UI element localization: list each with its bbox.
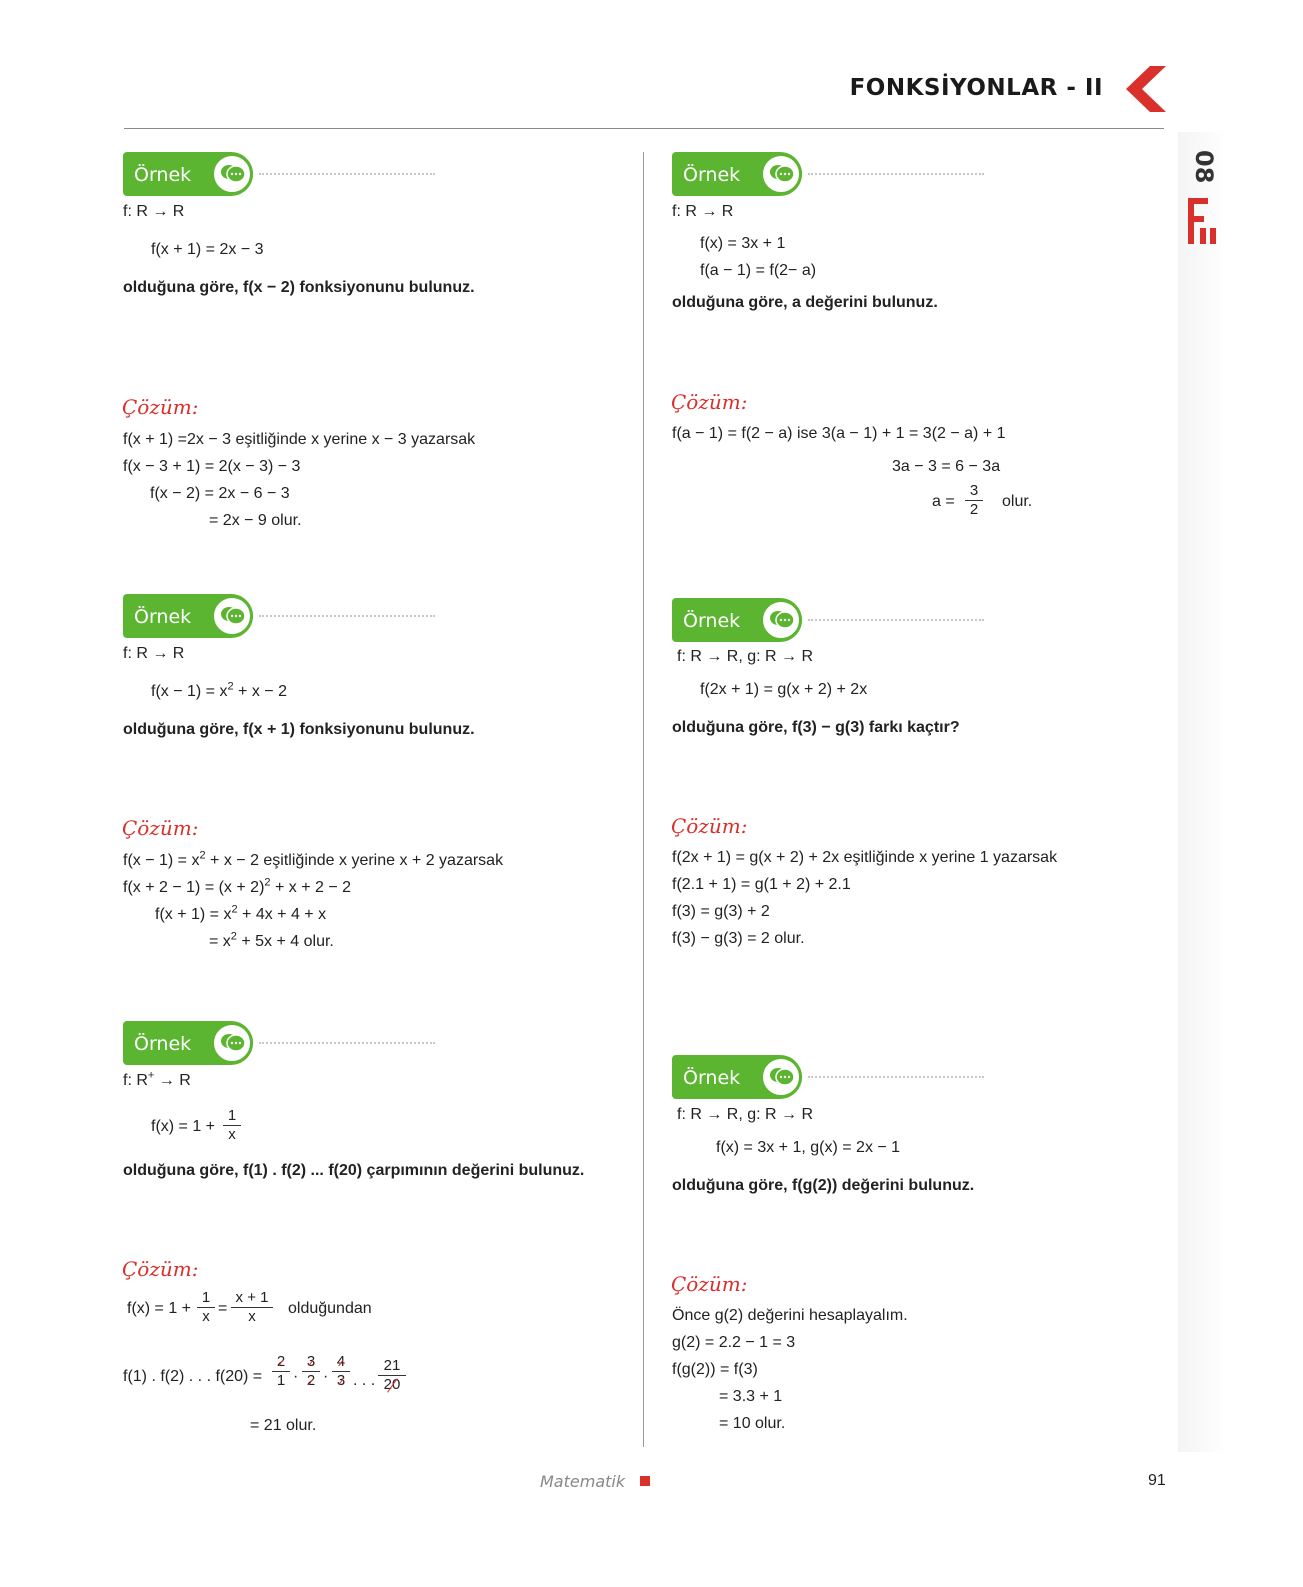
example-badge-label: Örnek: [134, 606, 192, 628]
footer-marker: [640, 1476, 650, 1486]
solution-line: = 21 olur.: [250, 1417, 317, 1434]
solution-line: f(g(2)) = f(3): [672, 1361, 758, 1378]
function-domain: f: R+ → R: [123, 1069, 191, 1089]
fraction: $\frac{21}{20}$: [378, 1357, 406, 1394]
publisher-logo: [1186, 196, 1218, 248]
question-text: olduğuna göre, f(g(2)) değerini bulunuz.: [672, 1177, 975, 1194]
solution-line: $f(x - 1) = x^2 + x - 2$ eşitliğinde x yerine x + 2 yazarsak: [123, 849, 504, 869]
given-equation: $f(x - 1) = x^2 + x - 2$: [151, 680, 287, 700]
fraction: $\frac{1}{x}$: [223, 1107, 241, 1144]
question-text: olduğuna göre, a değerini bulunuz.: [672, 294, 938, 311]
solution-label: Çözüm:: [122, 816, 199, 840]
fraction: $\frac{4}{3}$: [332, 1353, 350, 1390]
header-divider: [124, 128, 1164, 129]
question-text: olduğuna göre, f(x − 2) fonksiyonunu bulunuz.: [123, 279, 475, 296]
example-badge-label: Örnek: [134, 164, 192, 186]
side-tab: [1178, 132, 1226, 1452]
speech-bubble-icon: [219, 603, 247, 629]
solution-label: Çözüm:: [671, 390, 748, 414]
question-text: olduğuna göre, f(x + 1) fonksiyonunu bulunuz.: [123, 721, 475, 738]
given-equation: f(x) = 1 +: [151, 1118, 216, 1135]
function-domain: f: R → R, g: R → R: [677, 1106, 814, 1123]
solution-line: f(x + 1) =2x − 3 eşitliğinde x yerine x − 3 yazarsak: [123, 431, 476, 448]
solution-line: = 2x − 9 olur.: [209, 512, 302, 529]
given-equation: f(x) = 3x + 1: [700, 235, 786, 252]
given-equation: f(a − 1) = f(2− a): [700, 262, 817, 279]
fraction: $\frac{2}{1}$: [272, 1353, 290, 1390]
fraction: $\frac{3}{2}$: [302, 1353, 320, 1390]
solution-line: g(2) = 2.2 − 1 = 3: [672, 1334, 796, 1351]
solution-label: Çözüm:: [671, 814, 748, 838]
solution-line: Önce g(2) değerini hesaplayalım.: [672, 1307, 908, 1324]
fraction: $\frac{3}{2}$: [965, 482, 983, 519]
function-domain: f: R → R: [123, 203, 185, 220]
fraction: $\frac{x + 1}{x}$: [231, 1289, 273, 1326]
multiply-dot: ·: [323, 1368, 329, 1385]
chevron-left-icon: [1122, 66, 1166, 112]
solution-line: f(a − 1) = f(2 − a) ise 3(a − 1) + 1 = 3(2 − a) + 1: [672, 425, 1006, 442]
speech-bubble-icon: [219, 161, 247, 187]
given-equation: f(x + 1) = 2x − 3: [151, 241, 264, 258]
solution-label: Çözüm:: [122, 395, 199, 419]
solution-line: f(2x + 1) = g(x + 2) + 2x eşitliğinde x yerine 1 yazarsak: [672, 849, 1058, 866]
footer-subject: Matematik: [540, 1472, 626, 1491]
multiply-dot: ·: [293, 1368, 299, 1385]
speech-bubble-icon: [219, 1030, 247, 1056]
function-domain: f: R → R: [672, 203, 734, 220]
page-number: 91: [1148, 1472, 1166, 1489]
solution-line: f(x − 2) = 2x − 6 − 3: [150, 485, 290, 502]
solution-label: Çözüm:: [122, 1257, 199, 1281]
speech-bubble-icon: [768, 1064, 796, 1090]
chapter-number: 08: [1190, 150, 1218, 184]
question-text: olduğuna göre, f(1) . f(2) ... f(20) çarpımının değerini bulunuz.: [123, 1162, 585, 1179]
speech-bubble-icon: [768, 161, 796, 187]
solution-line: = $x^2 + 5x + 4$ olur.: [209, 930, 334, 950]
solution-line: $f(x + 1) = x^2 + 4x + 4 + x$: [155, 903, 327, 923]
solution-line: f(x − 3 + 1) = 2(x − 3) − 3: [123, 458, 301, 475]
solution-line: f(3) − g(3) = 2 olur.: [672, 930, 805, 947]
solution-line: f(1) . f(2) . . . f(20) =: [123, 1368, 263, 1385]
column-divider: [643, 152, 644, 1447]
solution-label: Çözüm:: [671, 1272, 748, 1296]
solution-text: olduğundan: [288, 1300, 372, 1317]
solution-line: 3a − 3 = 6 − 3a: [892, 458, 1001, 475]
fraction: $\frac{1}{x}$: [197, 1289, 215, 1326]
ellipsis: . . .: [353, 1372, 376, 1389]
example-badge-label: Örnek: [683, 610, 741, 632]
solution-line: = 3.3 + 1: [719, 1388, 783, 1405]
function-domain: f: R → R: [123, 645, 185, 662]
page-title: FONKSİYONLAR - II: [849, 75, 1103, 101]
solution-line: = 10 olur.: [719, 1415, 786, 1432]
solution-line: f(2.1 + 1) = g(1 + 2) + 2.1: [672, 876, 851, 893]
question-text: olduğuna göre, f(3) − g(3) farkı kaçtır?: [672, 719, 960, 736]
example-badge-label: Örnek: [134, 1033, 192, 1055]
speech-bubble-icon: [768, 607, 796, 633]
example-badge-label: Örnek: [683, 1067, 741, 1089]
function-domain: f: R → R, g: R → R: [677, 648, 814, 665]
solution-line: f(x) = 1 +: [127, 1300, 192, 1317]
given-equation: f(2x + 1) = g(x + 2) + 2x: [700, 681, 868, 698]
solution-line: $f(x + 2 - 1) = (x + 2)^2 + x + 2 - 2$: [123, 876, 352, 896]
given-equation: f(x) = 3x + 1, g(x) = 2x − 1: [716, 1139, 901, 1156]
equals-sign: =: [218, 1300, 228, 1317]
solution-line: f(3) = g(3) + 2: [672, 903, 770, 920]
example-badge-label: Örnek: [683, 164, 741, 186]
solution-text: olur.: [1002, 493, 1033, 510]
solution-line: a =: [932, 493, 955, 510]
